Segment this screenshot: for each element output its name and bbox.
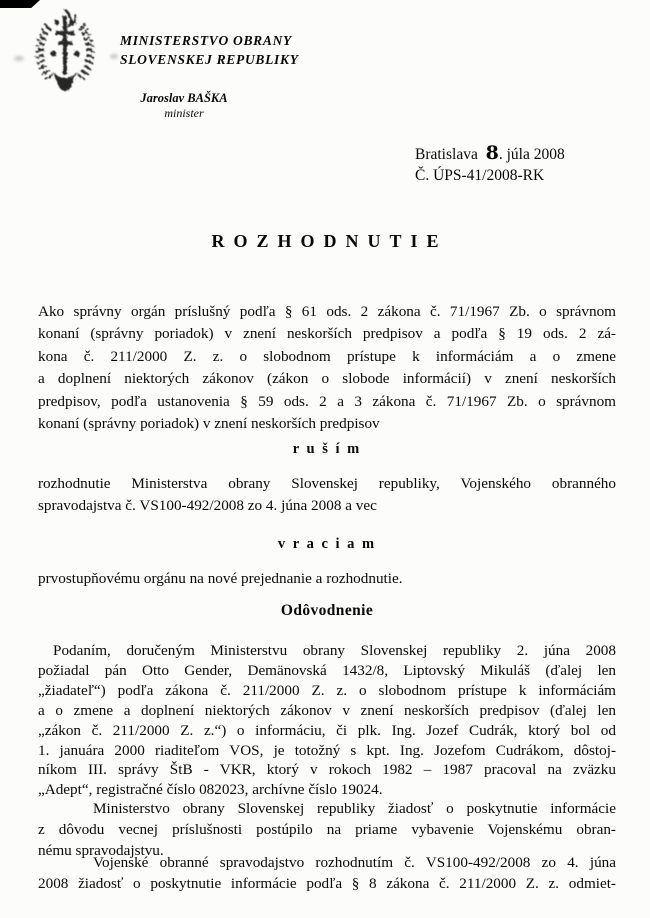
text-line: Podaním, doručeným Ministerstvu obrany Slovenskej republiky 2. júna 2008	[53, 642, 616, 659]
date-rest: . júla 2008	[498, 146, 565, 163]
ministry-coat-of-arms-emblem	[24, 6, 106, 98]
text-line: rozhodnutie Ministerstva obrany Slovenskej republiky, Vojenského obranného	[38, 475, 616, 492]
text-line: níkom III. správy ŠtB - VKR, ktorý v rokoch 1982 – 1987 pracoval na zväzku	[38, 761, 616, 779]
handwritten-day: 8	[485, 142, 499, 164]
text-line: konaní (správny poriadok) v znení neskorších predpisov	[38, 415, 380, 433]
justification-heading: Odôvodnenie	[280, 602, 374, 619]
text-line: požiadal pán Otto Gender, Demänovská 1432/8, Liptovský Mikuláš (ďalej len	[38, 661, 616, 679]
text-line: konaní (správny poriadok) v znení neskorších predpisov a podľa § 19 ods. 2 zá-	[38, 325, 616, 343]
document-title: ROZHODNUTIE	[211, 231, 448, 251]
text-line: kona č. 211/2000 Z. z. o slobodnom prístupe k informáciám a o zmene	[38, 347, 616, 365]
text-line: z dôvodu vecnej príslušnosti postúpilo na priame vybavenie Vojenskému obran-	[38, 821, 616, 838]
minister-title: minister	[164, 106, 204, 120]
text-line: Vojenské obranné spravodajstvo rozhodnutím č. VS100-492/2008 zo 4. júna	[93, 854, 616, 871]
scan-smudge-right	[110, 54, 118, 59]
text-line: prvostupňovému orgánu na nové prejednanie a rozhodnutie.	[38, 570, 403, 587]
place: Bratislava	[415, 146, 478, 163]
text-line: „Adept“, registračné číslo 082023, archívne číslo 19024.	[38, 781, 383, 799]
dateline-block	[415, 144, 565, 186]
text-line: Ako správny orgán príslušný podľa § 61 ods. 2 zákona č. 71/1967 Zb. o správnom	[38, 303, 616, 320]
text-line: a o zmene a doplnení niektorých zákonov v znení neskorších predpisov (ďalej len	[38, 701, 616, 719]
place-and-date	[415, 144, 565, 165]
text-line: predpisov, podľa ustanovenia § 59 ods. 2 a 3 zákona č. 71/1967 Zb. o správnom	[38, 392, 616, 410]
justification-paragraph-2	[38, 798, 616, 861]
text-line: „žiadateľ“) podľa zákona č. 211/2000 Z. z. o slobodnom prístupe k informáciám	[38, 681, 616, 699]
text-line: Ministerstvo obrany Slovenskej republiky žiadosť o poskytnutie informácie	[93, 800, 616, 817]
remand-paragraph	[38, 568, 616, 589]
text-line: 1. januára 2000 riaditeľom VOS, je totožný s kpt. Ing. Jozefom Cudrákom, dôstoj-	[38, 741, 616, 759]
text-line: a doplnení niektorých zákonov (zákon o slobode informácií) v znení neskorších	[38, 370, 616, 388]
text-line: spravodajstva č. VS100-492/2008 zo 4. júna 2008 a vec	[38, 496, 377, 514]
text-line: 2008 žiadosť o poskytnutie informácie podľa § 8 zákona č. 211/2000 Z. z. odmiet-	[38, 874, 616, 892]
minister-signature-block	[116, 91, 252, 121]
text-line: nému spravodajstvu.	[38, 842, 164, 859]
justification-paragraph-1	[38, 641, 616, 800]
intro-paragraph	[38, 301, 616, 435]
remand-heading: v r a c i a m	[277, 536, 377, 552]
ministry-name-line1: MINISTERSTVO OBRANY	[120, 33, 292, 48]
minister-name: Jaroslav BAŠKA	[140, 91, 228, 105]
ministry-letterhead	[120, 32, 299, 69]
reference-number: Č. ÚPS-41/2008-RK	[415, 167, 545, 184]
justification-paragraph-3	[38, 853, 616, 894]
scan-smudge-left	[14, 56, 24, 61]
ruling-heading: r u š í m	[292, 441, 362, 457]
ministry-name-line2: SLOVENSKEJ REPUBLIKY	[120, 51, 299, 67]
text-line: „zákon č. 211/2000 Z. z.“) o informáciu, či plk. Ing. Jozef Cudrák, ktorý bol od	[38, 721, 616, 739]
ruling-paragraph	[38, 473, 616, 516]
